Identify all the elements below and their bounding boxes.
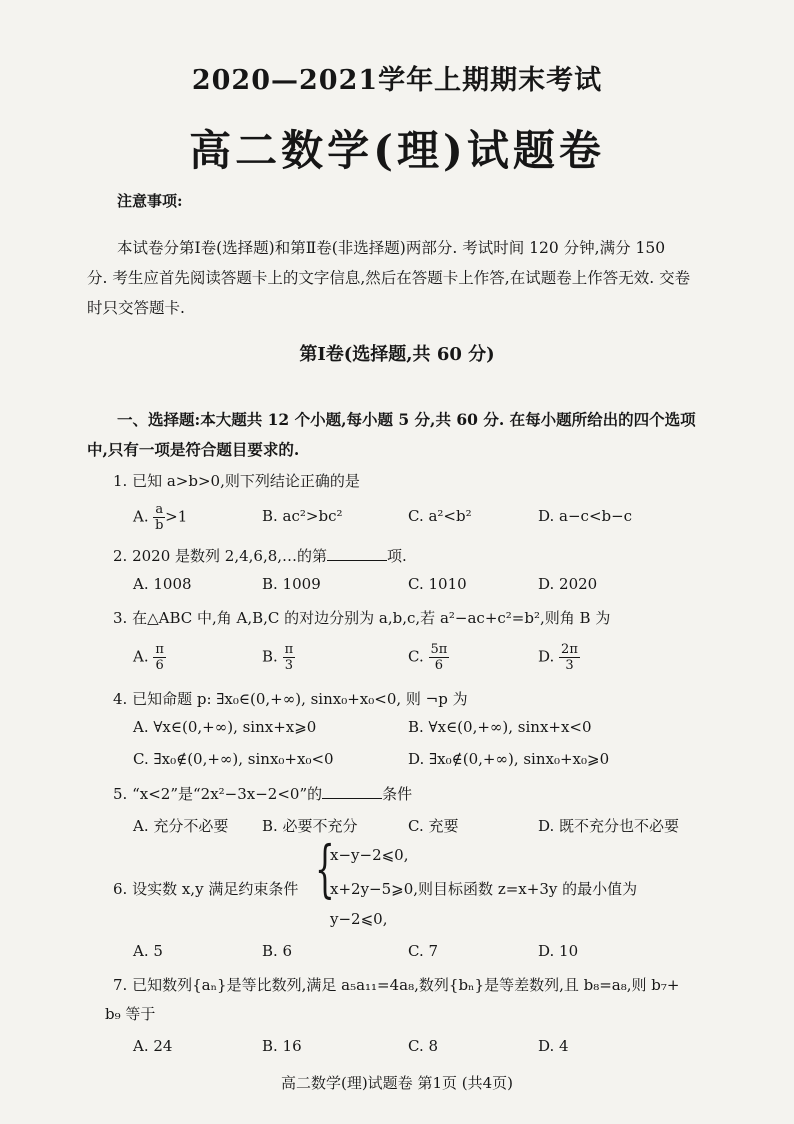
question-2-option-a: A. 1008 — [133, 575, 192, 593]
question-3-option-b: B. $\frac{\pi}{3}$ — [262, 642, 294, 673]
question-3-option-d: D. $\frac{2\pi}{3}$ — [538, 642, 578, 673]
notice-line-1: 本试卷分第Ⅰ卷(选择题)和第Ⅱ卷(非选择题)两部分. 考试时间 120 分钟,满分 150 — [117, 239, 666, 257]
question-1-stem: 1. 已知 a>b>0,则下列结论正确的是 — [113, 472, 360, 490]
question-1-option-b: B. ac²>bc² — [262, 507, 343, 525]
question-7-stem-line-1: 7. 已知数列{aₙ}是等比数列,满足 a₅a₁₁=4a₈,数列{bₙ}是等差数列,且 b₈=a₈,则 b₇+ — [113, 976, 680, 994]
question-1-option-d: D. a−c<b−c — [538, 507, 633, 525]
instruction-line-1: 一、选择题:本大题共 12 个小题,每小题 5 分,共 60 分. 在每小题所给出的四个选项 — [117, 410, 696, 429]
answer-blank — [327, 546, 387, 561]
question-7-option-a: A. 24 — [133, 1037, 173, 1055]
exam-title-subject: 高二数学(理)试题卷 — [189, 126, 605, 175]
question-5-option-b: B. 必要不充分 — [262, 817, 358, 835]
question-6-stem-pre: 6. 设实数 x,y 满足约束条件 — [113, 880, 299, 898]
question-6-option-b: B. 6 — [262, 942, 293, 960]
system-brace: { — [315, 832, 335, 905]
question-4-stem: 4. 已知命题 p: ∃x₀∈(0,+∞), sinx₀+x₀<0, 则 ¬p 为 — [113, 690, 468, 708]
question-3-option-a: A. $\frac{\pi}{6}$ — [133, 642, 164, 673]
question-6-option-a: A. 5 — [133, 942, 163, 960]
question-4-option-c: C. ∃x₀∉(0,+∞), sinx₀+x₀<0 — [133, 750, 334, 768]
question-6-option-c: C. 7 — [408, 942, 439, 960]
notice-line-3: 时只交答题卡. — [87, 299, 185, 317]
answer-blank — [322, 784, 382, 799]
question-7-option-c: C. 8 — [408, 1037, 439, 1055]
question-5-stem: 5. “x<2”是“2x²−3x−2<0”的 条件 — [113, 785, 413, 803]
question-2-stem: 2. 2020 是数列 2,4,6,8,…的第 项. — [113, 547, 407, 565]
question-5-option-c: C. 充要 — [408, 817, 459, 835]
instruction-line-2: 中,只有一项是符合题目要求的. — [87, 440, 300, 459]
section-title: 第Ⅰ卷(选择题,共 60 分) — [299, 344, 495, 365]
question-4-option-b: B. ∀x∈(0,+∞), sinx+x<0 — [408, 718, 592, 736]
question-2-option-b: B. 1009 — [262, 575, 321, 593]
question-1-option-a: A. $\frac{a}{b}$ >1 — [133, 502, 188, 533]
question-7-option-b: B. 16 — [262, 1037, 302, 1055]
question-7-option-d: D. 4 — [538, 1037, 569, 1055]
exam-title-year: 2020—2021学年上期期末考试 — [191, 65, 603, 96]
question-4-option-a: A. ∀x∈(0,+∞), sinx+x⩾0 — [133, 718, 317, 736]
constraint-2: x+2y−5⩾0,则目标函数 z=x+3y 的最小值为 — [330, 880, 638, 898]
question-5-option-a: A. 充分不必要 — [133, 817, 229, 835]
question-2-option-c: C. 1010 — [408, 575, 467, 593]
page-footer: 高二数学(理)试题卷 第1页 (共4页) — [280, 1074, 514, 1092]
question-4-option-d: D. ∃x₀∉(0,+∞), sinx₀+x₀⩾0 — [408, 750, 610, 768]
question-1-option-c: C. a²<b² — [408, 507, 472, 525]
question-3-stem: 3. 在△ABC 中,角 A,B,C 的对边分别为 a,b,c,若 a²−ac+c²=b²,则角 B 为 — [113, 609, 611, 627]
question-6-option-d: D. 10 — [538, 942, 579, 960]
notice-line-2: 分. 考生应首先阅读答题卡上的文字信息,然后在答题卡上作答,在试题卷上作答无效. 交卷 — [87, 269, 691, 287]
question-2-option-d: D. 2020 — [538, 575, 598, 593]
question-3-option-c: C. $\frac{5\pi}{6}$ — [408, 642, 448, 673]
notice-heading: 注意事项: — [117, 192, 183, 210]
constraint-3: y−2⩽0, — [330, 910, 388, 928]
question-7-stem-line-2: b₉ 等于 — [105, 1005, 156, 1023]
constraint-1: x−y−2⩽0, — [330, 846, 409, 864]
question-5-option-d: D. 既不充分也不必要 — [538, 817, 680, 835]
